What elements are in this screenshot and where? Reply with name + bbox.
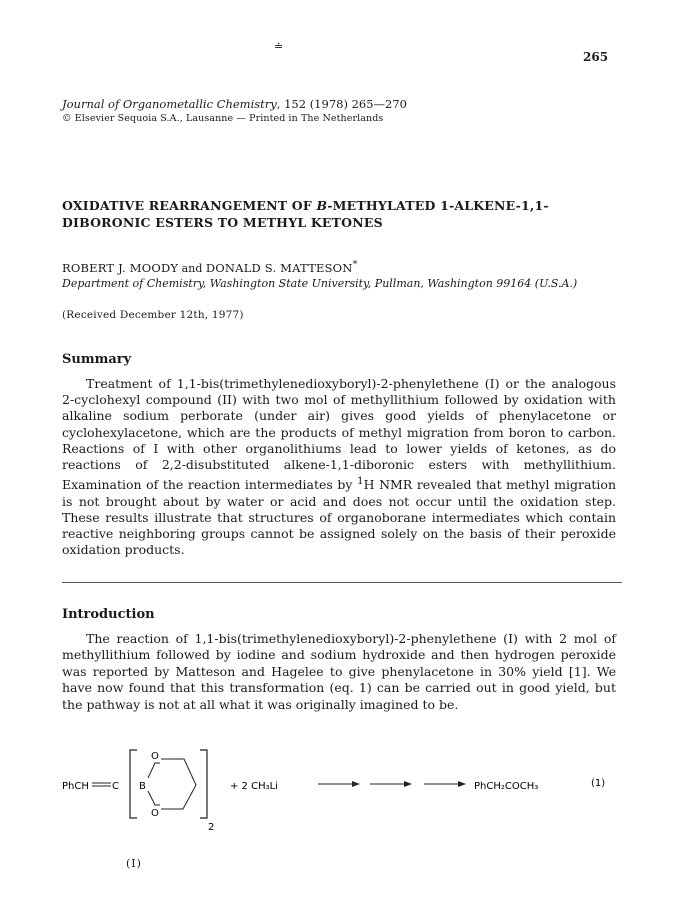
copyright-line: © Elsevier Sequoia S.A., Lausanne — Printed in The Netherlands xyxy=(62,113,384,124)
reactant-label: PhCH xyxy=(62,781,89,792)
ring-carbon-chain xyxy=(161,759,196,809)
affiliation: Department of Chemistry, Washington State University, Pullman, Washington 99164 (U.S.A.) xyxy=(62,277,578,290)
received-date: (Received December 12th, 1977) xyxy=(62,309,244,321)
author-2: DONALD S. MATTESON xyxy=(205,260,353,275)
vinyl-carbon: C xyxy=(112,781,119,792)
introduction-paragraph: The reaction of 1,1-bis(trimethylenedioxyboryl)-2-phenylethene (I) with 2 mol of methyllithium followed by iodine and sodium hydroxide and then hydrogen peroxide was reported by Matteson and Hagelee to give phenylacetone in 30% yield [1]. We have now found that this transformation (eq. 1) can be carried out in good yield, but the pathway is not at all what it was originally imagined to be. xyxy=(62,631,616,712)
ring-bond-b-o1 xyxy=(148,763,160,778)
arrow-3-head xyxy=(458,781,466,787)
article-title: OXIDATIVE REARRANGEMENT OF B-METHYLATED 1-ALKENE-1,1-DIBORONIC ESTERS TO METHYL KETONES xyxy=(62,198,549,230)
compound-label: (I) xyxy=(126,857,142,870)
journal-citation xyxy=(62,97,622,111)
ring-bond-b-o2 xyxy=(148,791,160,805)
bracket-subscript: 2 xyxy=(208,822,215,833)
reagent: + 2 CH₃Li xyxy=(230,781,278,792)
right-bracket xyxy=(200,750,207,818)
boron-atom: B xyxy=(139,781,146,792)
ring-oxygen-top: O xyxy=(151,751,159,762)
author-line: ROBERT J. MOODY and DONALD S. MATTESON* xyxy=(62,259,358,275)
left-bracket xyxy=(130,750,137,818)
page-mark: ≐ xyxy=(274,40,284,53)
ring-oxygen-bottom: O xyxy=(151,808,159,819)
reaction-equation xyxy=(0,742,680,892)
product: PhCH₂COCH₃ xyxy=(474,781,539,792)
journal-ref: , 152 (1978) 265—270 xyxy=(276,97,407,111)
arrow-1-head xyxy=(352,781,360,787)
summary-heading: Summary xyxy=(62,352,132,367)
corresponding-star: * xyxy=(352,259,358,270)
introduction-heading: Introduction xyxy=(62,607,155,622)
journal-name: Journal of Organometallic Chemistry xyxy=(62,97,277,111)
arrow-2-head xyxy=(404,781,412,787)
summary-paragraph: Treatment of 1,1-bis(trimethylenedioxyboryl)-2-phenylethene (I) or the analogous 2-cyclohexyl compound (II) with two mol of methyllithium followed by oxidation with alkaline sodium perborate (under air) gives good yields of phenylacetone or cyclohexylacetone, which are the products of methyl migration from boron to carbon. Reactions of I with other organolithiums lead to lower yields of ketones, as do reactions of 2,2-disubstituted alkene-1,1-diboronic esters with methyllithium. Examination of the reaction intermediates by $^1$H NMR revealed that methyl migration is not brought about by water or acid and does not occur until the oxidation step. These results illustrate that structures of organoborane intermediates which contain reactive neighboring groups cannot be assigned solely on the basis of their peroxide oxidation products. xyxy=(62,376,616,558)
page-number: 265 xyxy=(583,50,609,64)
equation-number: (1) xyxy=(591,778,606,789)
author-1: ROBERT J. MOODY xyxy=(62,260,179,275)
section-divider xyxy=(62,582,622,583)
